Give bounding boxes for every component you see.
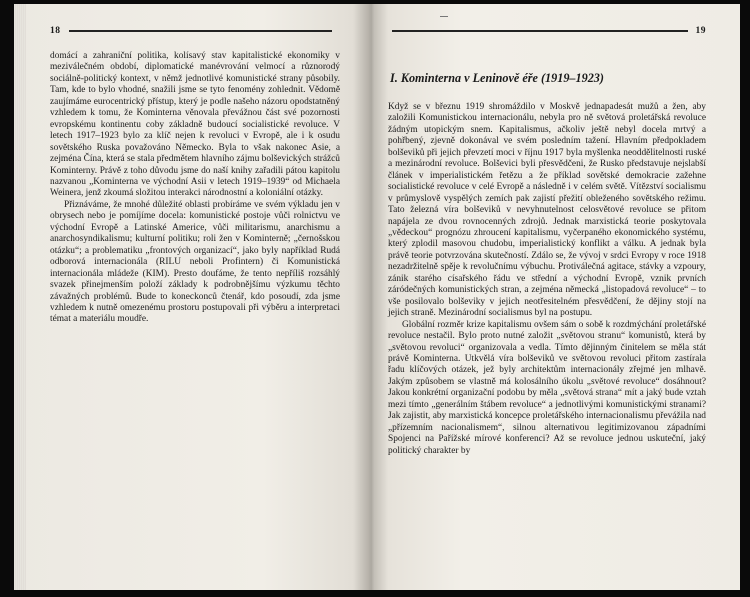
paragraph: domácí a zahraniční politika, kolísavý stav kapitalistické ekonomiky v meziválečném období, diplomatické manévrování velmocí a různorodý sociálně-politický kontext, v němž jednotlivé komunistické strany působily. Tam, kde to bylo vhodné, snažili jsme se tyto fenomény zohlednit. Vědomě zaujímáme eurocentrický přístup, který je podle našeho názoru opodstatněný vzhledem k tomu, že Kominterna věnovala převážnou část své pozornosti evropskému kontinentu coby základně budoucí socialistické revoluce. V letech 1917–1923 bylo za klíč nejen k revoluci v Evropě, ale i k osudu sovětského Ruska považováno Německo. Byla to však nakonec Asie, a zejména Čína, která se stala předmětem hlavního zájmu bolševických strážců Kominterny. Právě z toho důvodu jsme do naší knihy zařadili pátou kapitolu nazvanou „Kominterna ve východní Asii v letech 1919–1939“ od Michaela Weinera, jenž zkoumá složitou interakci národnostní a koloniální otázky.	[50, 51, 340, 199]
right-running-head	[384, 26, 706, 36]
right-page	[370, 4, 740, 590]
left-page	[14, 4, 370, 590]
book-spread	[14, 4, 740, 590]
header-rule	[69, 30, 333, 32]
right-page-body	[388, 102, 706, 457]
paragraph: Když se v březnu 1919 shromáždilo v Moskvě jednapadesát mužů a žen, aby založili Komunistickou internacionálu, nebyla pro ně světová proletářská revoluce žádným utopickým snem. Kapitalismus, ačkoliv ještě nebyl docela mrtvý a pohřbený, zjevně dokonával ve svém posledním tažení. Hlavním předpokladem bolševiků při jejich převzetí moci v říjnu 1917 byla myšlenka neoddělitelnosti ruské a mezinárodní revoluce. Bolševici byli přesvědčeni, že Rusko představuje nejslabší článek v imperialistickém řetězu a že příklad sovětské demokracie zažehne socialistické revoluce v celé Evropě a následně i v celém světě. Vítězství socialismu v průmyslově vyspělých zemích pak zajistí přežití obleženého sovětského režimu. Tato železná víra bolševiků v nevyhnutelnost celosvětové revoluce se přitom napájela ze dvou rovnocenných zdrojů. Jednak marxistická teorie poskytovala „vědeckou“ prognózu zhroucení kapitalismu, vyčerpaného ekonomického systému, který zplodil masovou chudobu, imperialistický konflikt a válku. A jednak byla právě teorie potvrzována skutečností. Zdálo se, že vývoj v srdci Evropy v roce 1918 nezadržitelně spěje k revolučnímu výbuchu. Protiválečná agitace, stávky a vzpoury, zánik starého císařského řádu ve střední a východní Evropě, vznik prvních záródečných komunistických stran, a zejména německá „listopadová revoluce“ – to vše posilovalo bolševiky v jejich neotřesitelném přesvědčení, že dějiny stojí na jejich straně. Mezinárodní socialismus byl na postupu.	[388, 102, 706, 319]
left-page-body	[50, 51, 340, 326]
chapter-title: I. Kominterna v Leninově éře (1919–1923)	[390, 71, 604, 85]
header-rule	[392, 30, 688, 32]
page-number-left: 18	[50, 26, 61, 36]
page-edges	[14, 4, 26, 590]
left-running-head	[50, 26, 340, 36]
print-mark	[440, 16, 448, 17]
page-number-right: 19	[695, 26, 706, 36]
paragraph: Přiznáváme, že mnohé důležité oblasti probíráme ve svém výkladu jen v obrysech nebo je pomíjíme docela: komunistické postoje vůči rolnictvu ve východní Evropě a Latinské Americe, vůči militarismu, anarchismu a anarchosyndikalismu; kulturní politiku; roli žen v Kominterně; „černošskou otázku“; a problematiku „frontových organizací“, jako byly například Rudá odborová internacionála (RILU neboli Profintern) či Komunistická internacionála mládeže (KIM). Presto doufáme, že tento nepříliš rozsáhlý svazek přinejmenším položí základy k podrobnějšímu výzkumu těchto závažných problémů. Bude to koneckonců čtenář, kdo posoudí, zda jsme vzhledem k nutně omezenému prostoru postupovali při výběru a interpretaci témat a materiálu moudře.	[50, 199, 340, 325]
paragraph: Globální rozměr krize kapitalismu ovšem sám o sobě k rozdmýchání proletářské revoluce nestačil. Bylo proto nutné založit „světovou stranu“ komunistů, která by „světovou revoluci“ organizovala a vedla. Tímto dějinným činitelem se měla stát právě Kominterna. Utkvělá víra bolševiků ve světovou revoluci přitom zastírala řadu klíčových otázek, jež byly architektům internacionály zřejmé jen mlhavě. Jakým způsobem se vlastně má kolosálního úkolu „světové revoluce“ dosáhnout? Jakou konkrétní organizační podobu by měla „světová strana“ mít a jaký bude vztah mezi tímto „generálním štábem revoluce“ a jednotlivými komunistickými stranami? Jak zajistit, aby marxistická koncepce proletářského internacionalismu převážila nad „přízemním nacionalismem“, silnou alternativou legitimizovanou západními Spojenci na Pařížské mírové konferenci? Až se revoluce jednou uskuteční, jaký politický charakter by	[388, 319, 706, 456]
